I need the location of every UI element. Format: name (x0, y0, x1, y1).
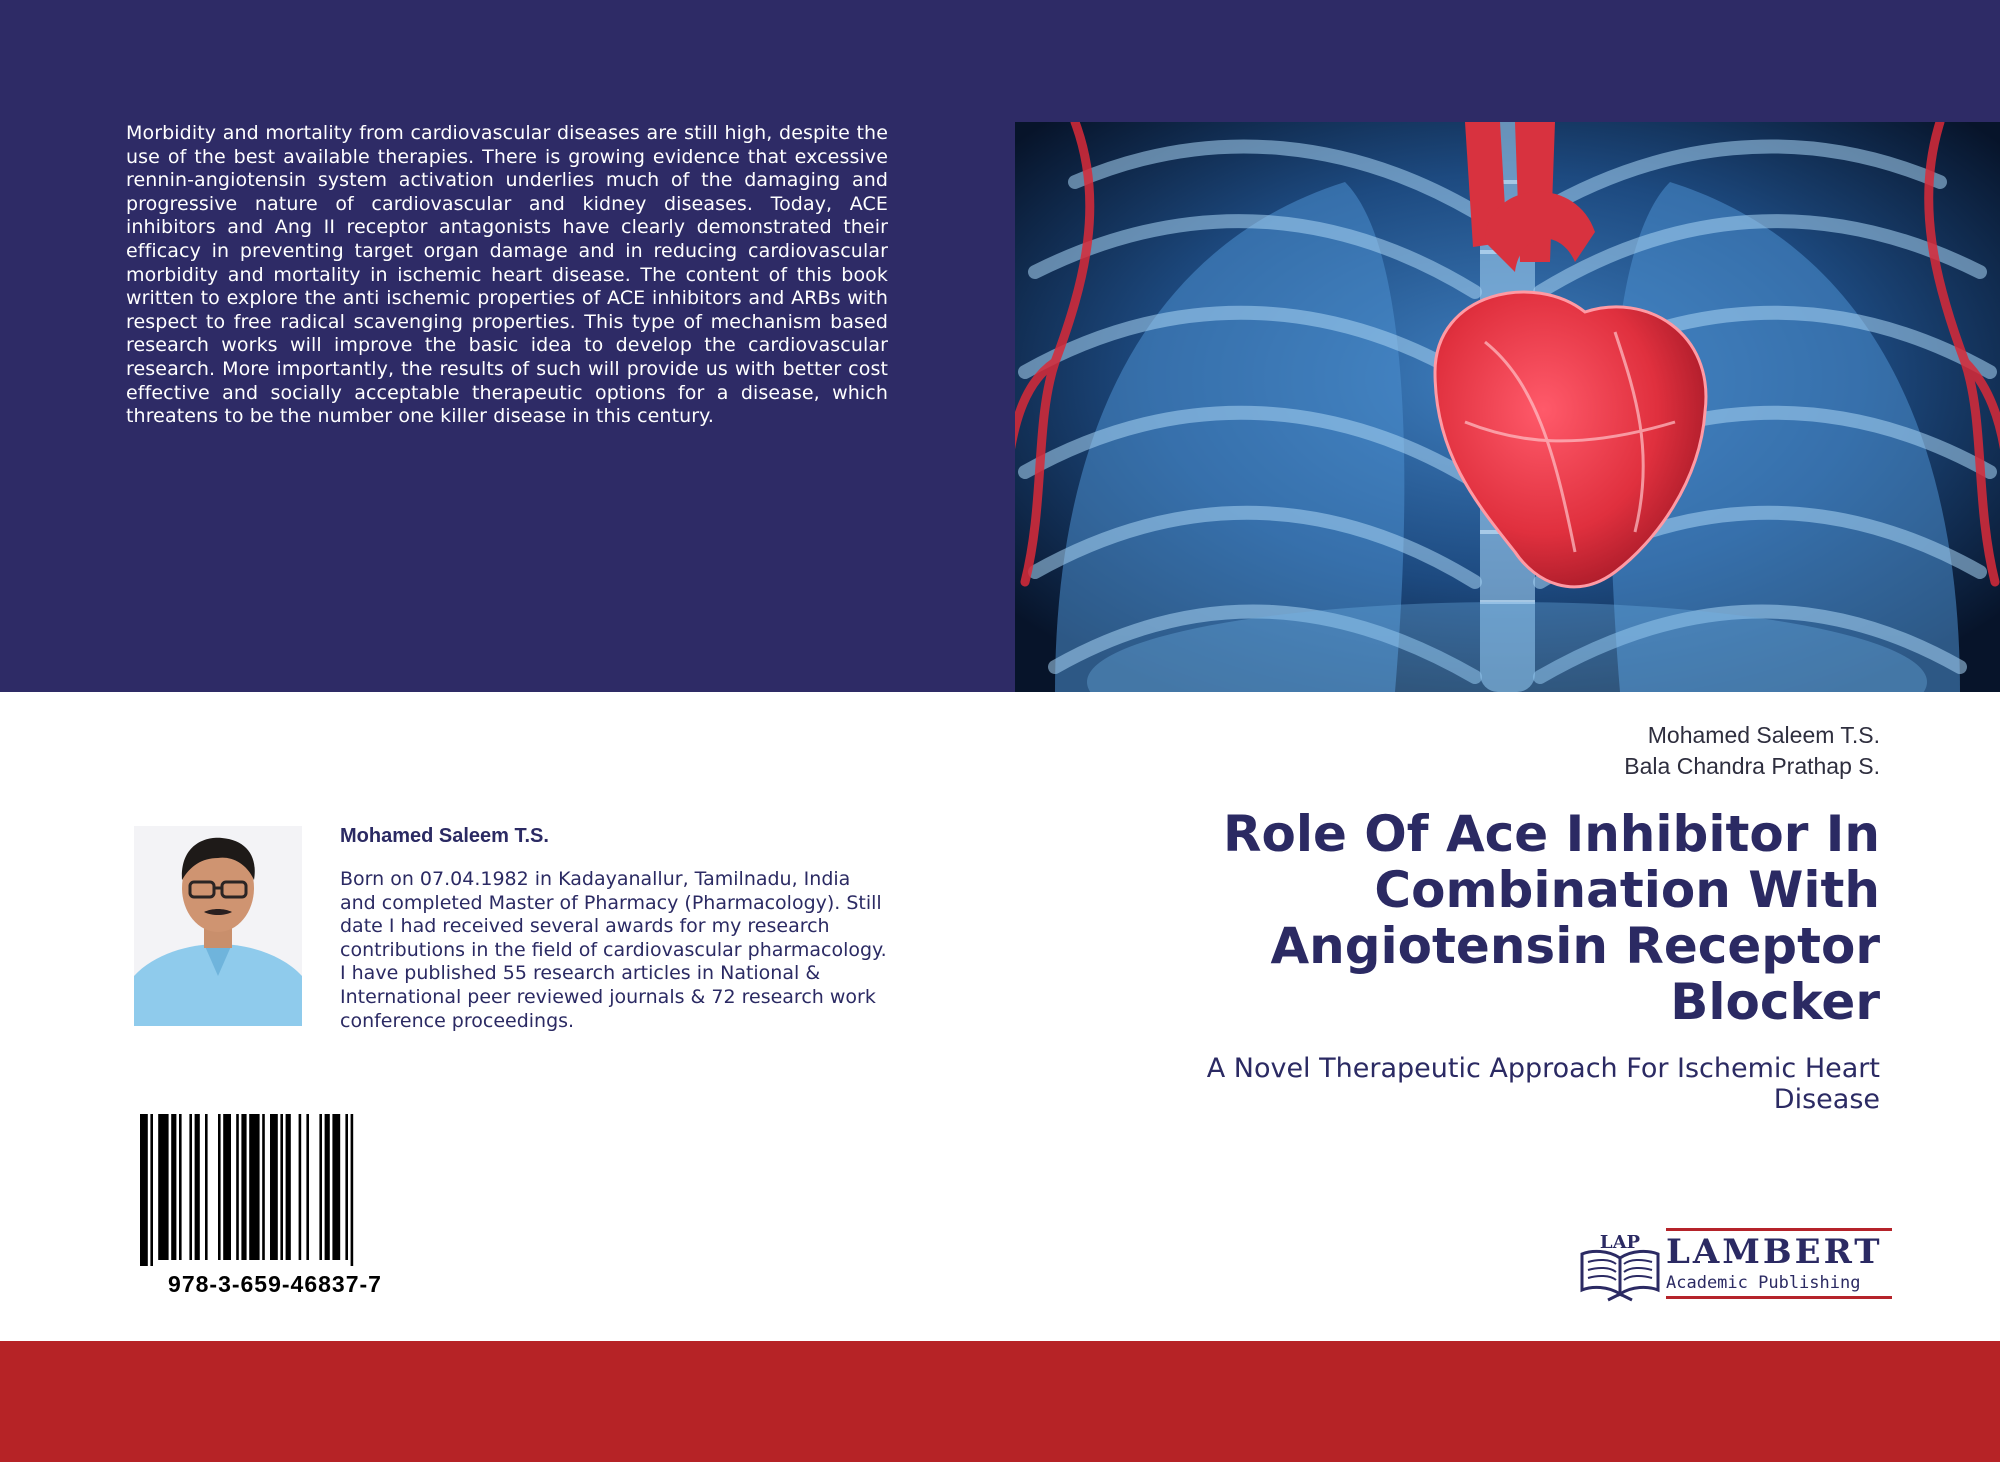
barcode-bar (319, 1114, 322, 1260)
barcode-bar (262, 1114, 265, 1260)
barcode-bar (270, 1114, 278, 1260)
back-cover-blurb: Morbidity and mortality from cardiovascular diseases are still high, despite the use of the best available therapies. There is growing evidence that excessive rennin-angiotensin system activation underlies much of the damaging and progressive nature of cardiovascular and kidney diseases. Today, ACE inhibitors and Ang II receptor antagonists have clearly demonstrated their efficacy in preventing target organ damage and in reducing cardiovascular morbidity and mortality in ischemic heart disease. The content of this book written to explore the anti ischemic properties of ACE inhibitors and ARBs with respect to free radical scavenging properties. This type of mechanism based research works will improve the basic idea to develop the cardiovascular research. More importantly, the results of such will provide us with better cost effective and socially acceptable therapeutic options for a disease, which threatens to be the number one killer disease in this century. (126, 122, 888, 428)
book-subtitle: A Novel Therapeutic Approach For Ischemic Heart Disease (1206, 1053, 1880, 1115)
isbn-barcode (140, 1114, 420, 1266)
barcode-bar (286, 1114, 291, 1260)
barcode-bar (332, 1114, 340, 1260)
barcode-bar (179, 1114, 182, 1260)
barcode-bar (158, 1114, 168, 1260)
barcode-bar (150, 1114, 153, 1266)
front-author-1: Mohamed Saleem T.S. (1647, 722, 1880, 748)
front-cover-authors (1624, 720, 1880, 782)
publisher-name: LAMBERT (1666, 1228, 1892, 1272)
barcode-bar (223, 1114, 231, 1260)
bio-text: Born on 07.04.1982 in Kadayanallur, Tamilnadu, India and completed Master of Pharmacy (Pharmacology). Still date I had received several awards for my research contributions in the field of cardiovascular pharmacology. I have published 55 research articles in National & International peer reviewed journals & 72 research work conference proceedings. (340, 868, 887, 1032)
barcode-bar (345, 1114, 348, 1260)
bottom-red-band (0, 1341, 2000, 1462)
barcode-bar (325, 1114, 330, 1260)
barcode-bar (171, 1114, 176, 1260)
barcode-bar (249, 1114, 259, 1260)
barcode-bar (205, 1114, 208, 1260)
publisher-tagline: Academic Publishing (1666, 1272, 1892, 1299)
front-author-2: Bala Chandra Prathap S. (1624, 753, 1880, 779)
publisher-emblem-letters: LAP (1599, 1232, 1641, 1253)
heart-xray-illustration (1015, 122, 2000, 692)
isbn-number: 978-3-659-46837-7 (168, 1271, 382, 1297)
barcode-bar (280, 1114, 283, 1260)
open-book-emblem (1578, 1228, 1662, 1306)
barcode-bar (218, 1114, 221, 1260)
barcode-bar (299, 1114, 302, 1260)
barcode-bar (351, 1114, 354, 1266)
barcode-bar (140, 1114, 148, 1266)
barcode-bar (189, 1114, 192, 1260)
publisher-logo (1578, 1228, 1890, 1306)
book-title: Role Of Ace Inhibitor In Combination With Angiotensin Receptor Blocker (1222, 805, 1880, 1031)
barcode-bar (236, 1114, 239, 1260)
barcode-bar (195, 1114, 200, 1260)
barcode-bar (306, 1114, 309, 1260)
author-portrait (134, 826, 302, 1026)
bio-author-name: Mohamed Saleem T.S. (340, 825, 549, 847)
barcode-bar (241, 1114, 246, 1260)
